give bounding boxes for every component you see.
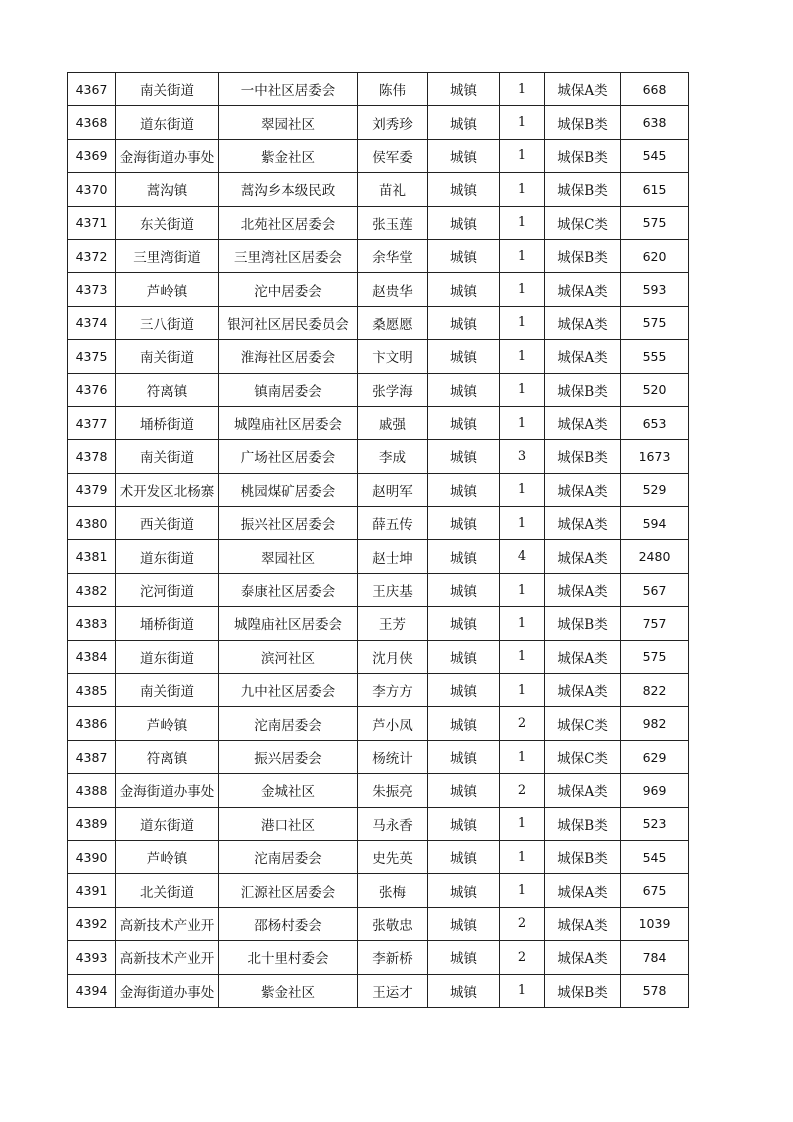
amount-cell: 567 [621, 573, 689, 606]
person-count-cell: 1 [500, 206, 545, 239]
table-row [68, 774, 689, 807]
records-body [68, 73, 689, 1008]
table-row [68, 406, 689, 439]
table-row [68, 373, 689, 406]
household-type-cell: 城镇 [428, 106, 500, 139]
household-type-cell: 城镇 [428, 607, 500, 640]
record-id: 4384 [68, 640, 116, 673]
community-cell: 沱南居委会 [219, 840, 358, 873]
street-cell: 道东街道 [116, 540, 219, 573]
category-cell: 城保A类 [545, 507, 621, 540]
record-id: 4383 [68, 607, 116, 640]
community-cell: 金城社区 [219, 774, 358, 807]
household-type-cell: 城镇 [428, 540, 500, 573]
amount-cell: 575 [621, 306, 689, 339]
amount-cell: 529 [621, 473, 689, 506]
table-row [68, 707, 689, 740]
amount-cell: 2480 [621, 540, 689, 573]
community-cell: 镇南居委会 [219, 373, 358, 406]
record-id: 4382 [68, 573, 116, 606]
amount-cell: 629 [621, 740, 689, 773]
person-count-cell: 1 [500, 974, 545, 1007]
person-count-cell: 1 [500, 273, 545, 306]
household-type-cell: 城镇 [428, 440, 500, 473]
person-count-cell: 1 [500, 840, 545, 873]
amount-cell: 757 [621, 607, 689, 640]
record-id: 4390 [68, 840, 116, 873]
category-cell: 城保A类 [545, 774, 621, 807]
street-cell: 金海街道办事处 [116, 974, 219, 1007]
community-cell: 北苑社区居委会 [219, 206, 358, 239]
record-id: 4371 [68, 206, 116, 239]
record-id: 4379 [68, 473, 116, 506]
category-cell: 城保B类 [545, 239, 621, 272]
community-cell: 城隍庙社区居委会 [219, 607, 358, 640]
name-cell: 薛五传 [358, 507, 428, 540]
community-cell: 北十里村委会 [219, 941, 358, 974]
record-id: 4387 [68, 740, 116, 773]
household-type-cell: 城镇 [428, 273, 500, 306]
record-id: 4372 [68, 239, 116, 272]
amount-cell: 784 [621, 941, 689, 974]
person-count-cell: 2 [500, 941, 545, 974]
street-cell: 南关街道 [116, 440, 219, 473]
name-cell: 李新桥 [358, 941, 428, 974]
record-id: 4376 [68, 373, 116, 406]
person-count-cell: 1 [500, 874, 545, 907]
table-row [68, 239, 689, 272]
street-cell: 沱河街道 [116, 573, 219, 606]
amount-cell: 1039 [621, 907, 689, 940]
street-cell: 金海街道办事处 [116, 774, 219, 807]
category-cell: 城保B类 [545, 373, 621, 406]
name-cell: 陈伟 [358, 73, 428, 106]
street-cell: 高新技术产业开 [116, 907, 219, 940]
record-id: 4370 [68, 173, 116, 206]
record-id: 4388 [68, 774, 116, 807]
household-type-cell: 城镇 [428, 840, 500, 873]
community-cell: 泰康社区居委会 [219, 573, 358, 606]
name-cell: 芦小凤 [358, 707, 428, 740]
table-row [68, 974, 689, 1007]
person-count-cell: 1 [500, 607, 545, 640]
household-type-cell: 城镇 [428, 941, 500, 974]
street-cell: 术开发区北杨寨 [116, 473, 219, 506]
table-row [68, 507, 689, 540]
amount-cell: 620 [621, 239, 689, 272]
community-cell: 翠园社区 [219, 106, 358, 139]
person-count-cell: 2 [500, 707, 545, 740]
street-cell: 道东街道 [116, 640, 219, 673]
record-id: 4381 [68, 540, 116, 573]
community-cell: 一中社区居委会 [219, 73, 358, 106]
community-cell: 紫金社区 [219, 974, 358, 1007]
person-count-cell: 1 [500, 674, 545, 707]
name-cell: 戚强 [358, 406, 428, 439]
name-cell: 王庆基 [358, 573, 428, 606]
household-type-cell: 城镇 [428, 774, 500, 807]
person-count-cell: 3 [500, 440, 545, 473]
community-cell: 振兴居委会 [219, 740, 358, 773]
category-cell: 城保B类 [545, 139, 621, 172]
amount-cell: 638 [621, 106, 689, 139]
name-cell: 史先英 [358, 840, 428, 873]
table-row [68, 674, 689, 707]
community-cell: 翠园社区 [219, 540, 358, 573]
community-cell: 振兴社区居委会 [219, 507, 358, 540]
street-cell: 东关街道 [116, 206, 219, 239]
table-row [68, 73, 689, 106]
record-id: 4391 [68, 874, 116, 907]
table-row [68, 106, 689, 139]
table-row [68, 306, 689, 339]
community-cell: 蒿沟乡本级民政 [219, 173, 358, 206]
community-cell: 淮海社区居委会 [219, 340, 358, 373]
street-cell: 南关街道 [116, 73, 219, 106]
person-count-cell: 1 [500, 740, 545, 773]
person-count-cell: 2 [500, 907, 545, 940]
record-id: 4367 [68, 73, 116, 106]
table-row [68, 540, 689, 573]
amount-cell: 575 [621, 206, 689, 239]
amount-cell: 822 [621, 674, 689, 707]
category-cell: 城保B类 [545, 607, 621, 640]
person-count-cell: 1 [500, 640, 545, 673]
record-id: 4394 [68, 974, 116, 1007]
record-id: 4393 [68, 941, 116, 974]
household-type-cell: 城镇 [428, 340, 500, 373]
category-cell: 城保A类 [545, 306, 621, 339]
community-cell: 港口社区 [219, 807, 358, 840]
name-cell: 杨统计 [358, 740, 428, 773]
household-type-cell: 城镇 [428, 640, 500, 673]
street-cell: 蒿沟镇 [116, 173, 219, 206]
street-cell: 南关街道 [116, 340, 219, 373]
street-cell: 三里湾街道 [116, 239, 219, 272]
table-row [68, 440, 689, 473]
record-id: 4380 [68, 507, 116, 540]
person-count-cell: 1 [500, 173, 545, 206]
category-cell: 城保A类 [545, 473, 621, 506]
street-cell: 三八街道 [116, 306, 219, 339]
amount-cell: 594 [621, 507, 689, 540]
name-cell: 赵贵华 [358, 273, 428, 306]
category-cell: 城保C类 [545, 740, 621, 773]
household-type-cell: 城镇 [428, 406, 500, 439]
household-type-cell: 城镇 [428, 139, 500, 172]
table-row [68, 206, 689, 239]
table-row [68, 907, 689, 940]
person-count-cell: 1 [500, 306, 545, 339]
household-type-cell: 城镇 [428, 707, 500, 740]
name-cell: 张学海 [358, 373, 428, 406]
name-cell: 马永香 [358, 807, 428, 840]
household-type-cell: 城镇 [428, 874, 500, 907]
category-cell: 城保A类 [545, 674, 621, 707]
record-id: 4386 [68, 707, 116, 740]
street-cell: 道东街道 [116, 807, 219, 840]
table-row [68, 173, 689, 206]
name-cell: 侯军委 [358, 139, 428, 172]
street-cell: 高新技术产业开 [116, 941, 219, 974]
table-row [68, 139, 689, 172]
table-row [68, 807, 689, 840]
name-cell: 赵士坤 [358, 540, 428, 573]
category-cell: 城保B类 [545, 807, 621, 840]
amount-cell: 593 [621, 273, 689, 306]
household-type-cell: 城镇 [428, 473, 500, 506]
street-cell: 北关街道 [116, 874, 219, 907]
table-row [68, 473, 689, 506]
category-cell: 城保C类 [545, 206, 621, 239]
community-cell: 汇源社区居委会 [219, 874, 358, 907]
community-cell: 沱南居委会 [219, 707, 358, 740]
person-count-cell: 4 [500, 540, 545, 573]
household-type-cell: 城镇 [428, 807, 500, 840]
household-type-cell: 城镇 [428, 507, 500, 540]
category-cell: 城保A类 [545, 941, 621, 974]
street-cell: 西关街道 [116, 507, 219, 540]
household-type-cell: 城镇 [428, 373, 500, 406]
name-cell: 沈月侠 [358, 640, 428, 673]
name-cell: 张敬忠 [358, 907, 428, 940]
amount-cell: 575 [621, 640, 689, 673]
name-cell: 苗礼 [358, 173, 428, 206]
household-type-cell: 城镇 [428, 740, 500, 773]
household-type-cell: 城镇 [428, 173, 500, 206]
street-cell: 符离镇 [116, 373, 219, 406]
street-cell: 芦岭镇 [116, 840, 219, 873]
amount-cell: 578 [621, 974, 689, 1007]
amount-cell: 982 [621, 707, 689, 740]
name-cell: 余华堂 [358, 239, 428, 272]
person-count-cell: 1 [500, 507, 545, 540]
person-count-cell: 1 [500, 139, 545, 172]
household-type-cell: 城镇 [428, 573, 500, 606]
record-id: 4369 [68, 139, 116, 172]
category-cell: 城保A类 [545, 340, 621, 373]
person-count-cell: 1 [500, 373, 545, 406]
table-row [68, 273, 689, 306]
street-cell: 南关街道 [116, 674, 219, 707]
household-type-cell: 城镇 [428, 206, 500, 239]
community-cell: 桃园煤矿居委会 [219, 473, 358, 506]
name-cell: 卞文明 [358, 340, 428, 373]
name-cell: 李方方 [358, 674, 428, 707]
street-cell: 金海街道办事处 [116, 139, 219, 172]
person-count-cell: 1 [500, 807, 545, 840]
category-cell: 城保A类 [545, 874, 621, 907]
person-count-cell: 2 [500, 774, 545, 807]
community-cell: 城隍庙社区居委会 [219, 406, 358, 439]
table-row [68, 340, 689, 373]
amount-cell: 523 [621, 807, 689, 840]
category-cell: 城保A类 [545, 406, 621, 439]
category-cell: 城保B类 [545, 840, 621, 873]
name-cell: 王运才 [358, 974, 428, 1007]
category-cell: 城保A类 [545, 273, 621, 306]
name-cell: 张梅 [358, 874, 428, 907]
name-cell: 刘秀珍 [358, 106, 428, 139]
street-cell: 符离镇 [116, 740, 219, 773]
household-type-cell: 城镇 [428, 907, 500, 940]
person-count-cell: 1 [500, 239, 545, 272]
category-cell: 城保B类 [545, 440, 621, 473]
name-cell: 李成 [358, 440, 428, 473]
category-cell: 城保A类 [545, 907, 621, 940]
category-cell: 城保B类 [545, 173, 621, 206]
record-id: 4373 [68, 273, 116, 306]
street-cell: 芦岭镇 [116, 273, 219, 306]
category-cell: 城保A类 [545, 540, 621, 573]
name-cell: 张玉莲 [358, 206, 428, 239]
table-row [68, 941, 689, 974]
amount-cell: 555 [621, 340, 689, 373]
person-count-cell: 1 [500, 106, 545, 139]
street-cell: 道东街道 [116, 106, 219, 139]
household-type-cell: 城镇 [428, 974, 500, 1007]
record-id: 4375 [68, 340, 116, 373]
category-cell: 城保A类 [545, 73, 621, 106]
household-type-cell: 城镇 [428, 674, 500, 707]
community-cell: 银河社区居民委员会 [219, 306, 358, 339]
record-id: 4385 [68, 674, 116, 707]
amount-cell: 668 [621, 73, 689, 106]
household-type-cell: 城镇 [428, 306, 500, 339]
record-id: 4377 [68, 406, 116, 439]
category-cell: 城保A类 [545, 573, 621, 606]
person-count-cell: 1 [500, 473, 545, 506]
amount-cell: 545 [621, 139, 689, 172]
community-cell: 沱中居委会 [219, 273, 358, 306]
record-id: 4368 [68, 106, 116, 139]
person-count-cell: 1 [500, 73, 545, 106]
amount-cell: 675 [621, 874, 689, 907]
community-cell: 紫金社区 [219, 139, 358, 172]
community-cell: 九中社区居委会 [219, 674, 358, 707]
record-id: 4389 [68, 807, 116, 840]
table-row [68, 740, 689, 773]
name-cell: 桑愿愿 [358, 306, 428, 339]
person-count-cell: 1 [500, 573, 545, 606]
name-cell: 赵明军 [358, 473, 428, 506]
category-cell: 城保B类 [545, 106, 621, 139]
community-cell: 三里湾社区居委会 [219, 239, 358, 272]
street-cell: 芦岭镇 [116, 707, 219, 740]
household-type-cell: 城镇 [428, 73, 500, 106]
community-cell: 滨河社区 [219, 640, 358, 673]
community-cell: 邵杨村委会 [219, 907, 358, 940]
record-id: 4378 [68, 440, 116, 473]
record-id: 4392 [68, 907, 116, 940]
person-count-cell: 1 [500, 340, 545, 373]
street-cell: 埇桥街道 [116, 607, 219, 640]
table-row [68, 607, 689, 640]
table-row [68, 840, 689, 873]
records-table [67, 72, 689, 1008]
amount-cell: 615 [621, 173, 689, 206]
amount-cell: 520 [621, 373, 689, 406]
category-cell: 城保C类 [545, 707, 621, 740]
name-cell: 王芳 [358, 607, 428, 640]
person-count-cell: 1 [500, 406, 545, 439]
table-row [68, 573, 689, 606]
community-cell: 广场社区居委会 [219, 440, 358, 473]
amount-cell: 545 [621, 840, 689, 873]
category-cell: 城保B类 [545, 974, 621, 1007]
category-cell: 城保A类 [545, 640, 621, 673]
amount-cell: 969 [621, 774, 689, 807]
street-cell: 埇桥街道 [116, 406, 219, 439]
record-id: 4374 [68, 306, 116, 339]
amount-cell: 653 [621, 406, 689, 439]
amount-cell: 1673 [621, 440, 689, 473]
table-row [68, 874, 689, 907]
household-type-cell: 城镇 [428, 239, 500, 272]
name-cell: 朱振亮 [358, 774, 428, 807]
table-row [68, 640, 689, 673]
